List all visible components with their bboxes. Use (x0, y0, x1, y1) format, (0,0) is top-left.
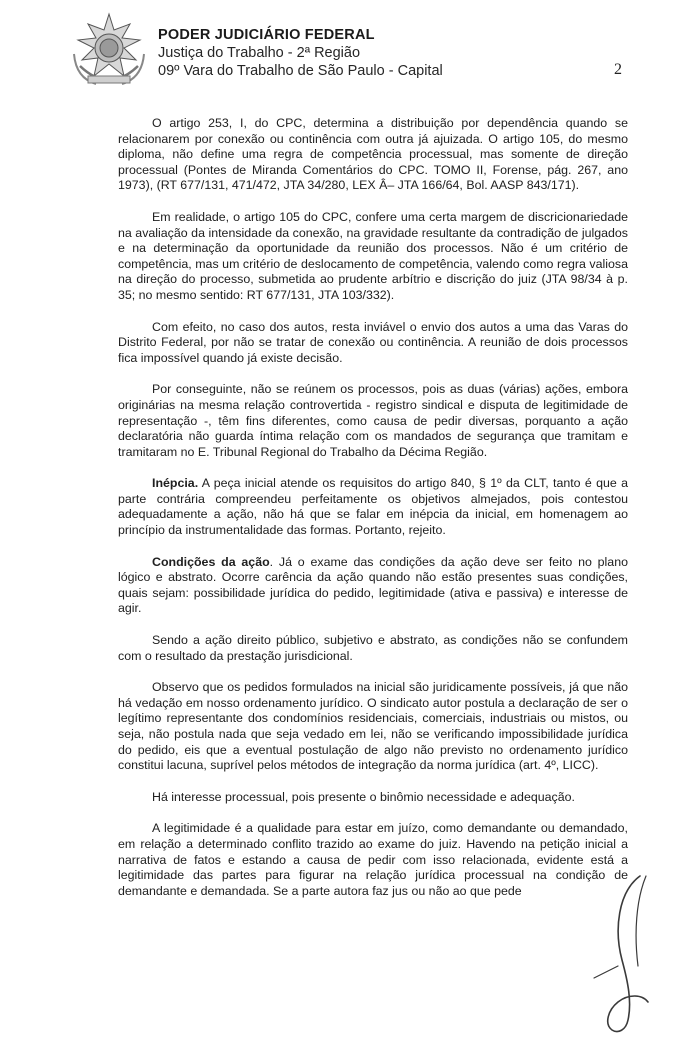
paragraph (118, 633, 628, 664)
justice-region: Justiça do Trabalho - 2ª Região (158, 45, 361, 61)
paragraph-heading: Inépcia. (152, 476, 199, 491)
vara-name: 09º Vara do Trabalho de São Paulo - Capital (158, 63, 443, 79)
paragraph-text: Com efeito, no caso dos autos, resta inviável o envio dos autos a uma das Varas do Distrito Federal, por não se tratar de conexão ou continência. A reunião de dois processos fica impossível quando já existe decisão. (118, 319, 628, 365)
coat-of-arms-seal-icon (66, 10, 152, 92)
paragraph (118, 790, 628, 806)
paragraph-text: A peça inicial atende os requisitos do artigo 840, § 1º da CLT, tanto é que a parte contrária compreendeu perfeitamente os objetivos almejados, pois contestou adequadamente a ação, não há que se falar em inépcia da inicial, em homenagem ao princípio da instrumentalidade das formas. Portanto, rejeito. (118, 476, 628, 538)
document-body (118, 116, 628, 915)
paragraph (118, 680, 628, 774)
paragraph (118, 210, 628, 304)
paragraph-text: . Já o exame das condições da ação deve ser feito no plano lógico e abstrato. Ocorre carência da ação quando não estão presentes suas condições, quais sejam: possibilidade jurídica do pedido, legitimidade (ativa e passiva) e interesse de agir. (118, 554, 628, 616)
paragraph (118, 555, 628, 617)
paragraph-text: Por conseguinte, não se reúnem os processos, pois as duas (várias) ações, embora originárias na mesma relação controvertida - registro sindical e disputa de legitimidade de representação -, têm fins diferentes, como causa de pedir diversas, porquanto a ação declaratória não guarda íntima relação com os mandados de segurança que tramitam e tramitaram no E. Tribunal Regional do Trabalho da Décima Região. (118, 382, 628, 459)
page-number: 2 (614, 61, 622, 78)
paragraph-text: A legitimidade é a qualidade para estar em juízo, como demandante ou demandado, em relação a determinado conflito trazido ao exame do juiz. Havendo na petição inicial a narrativa de fatos e estando a causa de pedir com isso relacionada, evidente está a legitimidade das partes para figurar na relação jurídica processual na condição de demandante e demandada. Se a parte autora faz jus ou não ao que pede (118, 821, 628, 898)
paragraph-text: Sendo a ação direito público, subjetivo e abstrato, as condições não se confundem com o resultado da prestação jurisdicional. (118, 633, 628, 663)
handwritten-signature-icon (588, 870, 658, 1040)
paragraph-text: Em realidade, o artigo 105 do CPC, confere uma certa margem de discricionariedade na avaliação da intensidade da conexão, na gravidade resultante da contradição de julgados e na determinação da oportunidade da reunião dos processos. Não é um critério de competência, mas um critério de deslocamento de competência, valendo como regra valiosa na direção do processo, submetida ao prudente arbítrio e discrição do juiz (JTA 98/34 à p. 35; no mesmo sentido: RT 677/131, JTA 103/332). (118, 209, 628, 302)
paragraph (118, 821, 628, 899)
court-name: PODER JUDICIÁRIO FEDERAL (158, 27, 375, 43)
paragraph (118, 320, 628, 367)
paragraph-text: O artigo 253, I, do CPC, determina a distribuição por dependência quando se relacionarem por conexão ou continência com outra já ajuizada. O artigo 105, do mesmo diploma, não define uma regra de competência processual, mas somente de direção processual (Pontes de Miranda Comentários do CPC. TOMO II, Forense, pág. 267, ano 1973), (RT 677/131, 471/472, JTA 34/280, LEX Â– JTA 166/64, Bol. AASP 843/171). (118, 116, 628, 193)
paragraph-text: Há interesse processual, pois presente o binômio necessidade e adequação. (152, 789, 575, 804)
document-header (158, 26, 443, 80)
paragraph-text: Observo que os pedidos formulados na inicial são juridicamente possíveis, já que não há vedação em nosso ordenamento jurídico. O sindicato autor postula a declaração de ser o legítimo representante dos condomínios residenciais, comerciais, industriais ou mistos, ou seja, não postula nada que seja vedado em lei, não se verificando impossibilidade jurídica do pedido, eis que a eventual postulação de algo não previsto no ordenamento jurídico constitui lacuna, suprível pelos métodos de integração da norma jurídica (art. 4º, LICC). (118, 680, 628, 773)
paragraph-heading: Condições da ação (152, 554, 270, 569)
paragraph (118, 476, 628, 538)
paragraph (118, 116, 628, 194)
paragraph (118, 382, 628, 460)
